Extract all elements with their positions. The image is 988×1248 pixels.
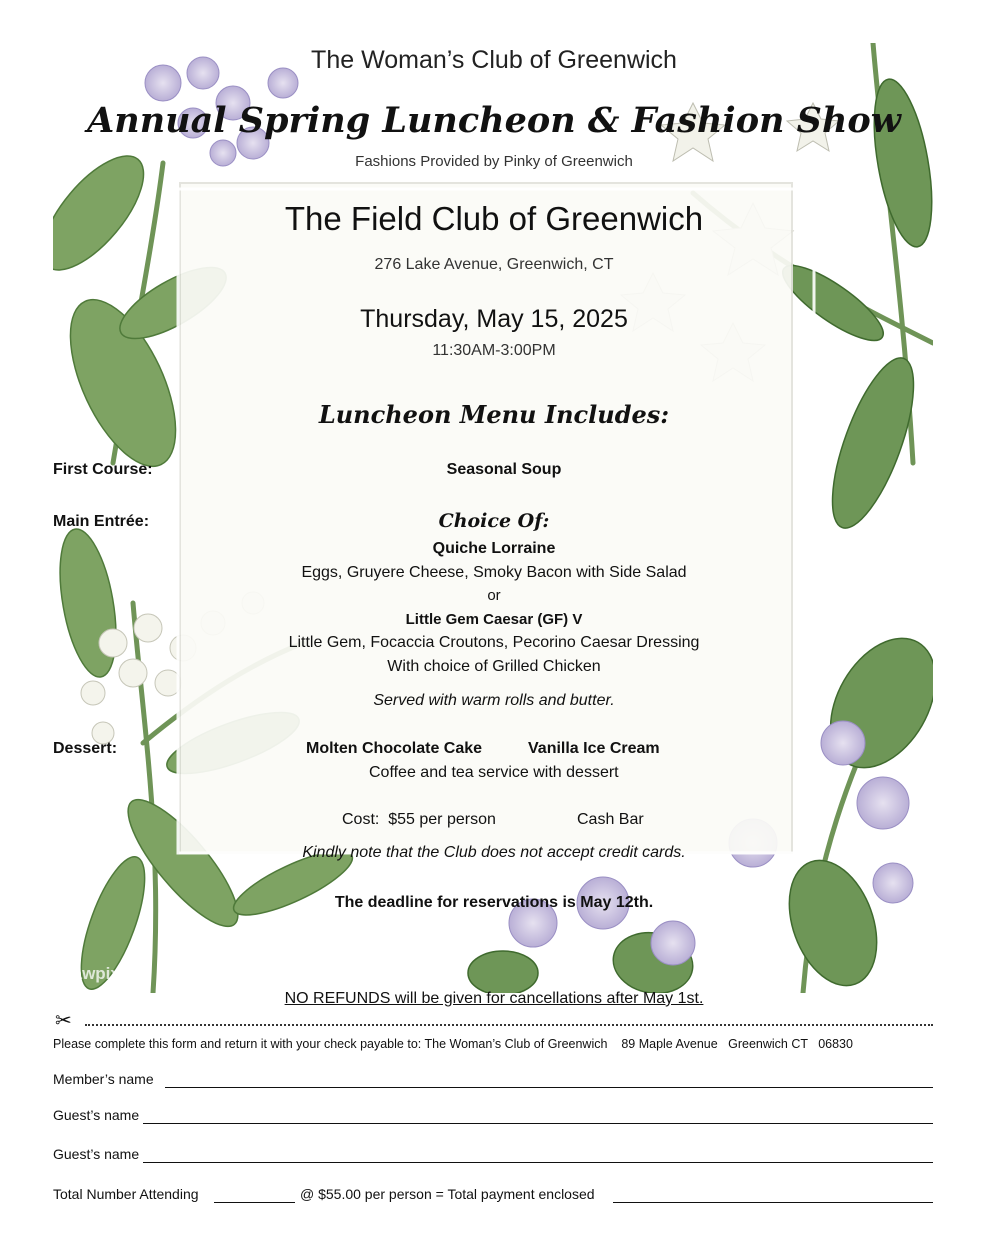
guest1-name-label: Guest’s name (53, 1107, 140, 1123)
venue-address: 276 Lake Avenue, Greenwich, CT (374, 256, 614, 273)
dessert-item-1: Molten Chocolate Cake (306, 740, 483, 757)
guest2-name-label: Guest’s name (53, 1146, 140, 1162)
reservation-deadline: The deadline for reservations is May 12th. (334, 894, 654, 911)
total-attending-label: Total Number Attending (53, 1186, 199, 1202)
club-name: The Woman’s Club of Greenwich (311, 46, 677, 74)
main-entree-label: Main Entrée: (53, 513, 150, 530)
guest1-name-field[interactable] (53, 1107, 933, 1127)
option1-name: Quiche Lorraine (432, 540, 556, 557)
first-course-item: Seasonal Soup (446, 461, 562, 478)
member-name-label: Member’s name (53, 1071, 154, 1087)
cut-line (53, 1010, 933, 1030)
event-date: Thursday, May 15, 2025 (360, 305, 628, 333)
or-separator: or (487, 587, 501, 604)
venue-name: The Field Club of Greenwich (284, 200, 704, 237)
credit-card-note: Kindly note that the Club does not accept credit cards. (302, 844, 686, 861)
option2-extra: With choice of Grilled Chicken (387, 658, 601, 675)
option2-name: Little Gem Caesar (GF) V (405, 611, 583, 628)
fashions-credit: Fashions Provided by Pinky of Greenwich (355, 153, 633, 170)
cash-bar: Cash Bar (577, 811, 644, 828)
form-instructions: Please complete this form and return it with your check payable to: The Woman’s Club of Greenwich 89 Maple Avenue Greenwich CT 06830 (53, 1037, 853, 1051)
watermark: rawpixel (66, 964, 135, 983)
cost: Cost: $55 per person (342, 811, 496, 828)
choice-heading: Choice Of: (438, 510, 550, 532)
option1-description: Eggs, Gruyere Cheese, Smoky Bacon with Side Salad (301, 564, 687, 581)
total-attending-field[interactable] (53, 1186, 933, 1206)
dessert-item-2: Vanilla Ice Cream (528, 740, 660, 757)
member-name-field[interactable] (53, 1071, 933, 1091)
guest2-name-field[interactable] (53, 1146, 933, 1166)
event-time: 11:30AM-3:00PM (432, 342, 556, 359)
served-with-note: Served with warm rolls and butter. (373, 692, 615, 709)
menu-heading: Luncheon Menu Includes: (318, 400, 670, 429)
refund-policy: NO REFUNDS will be given for cancellations after May 1st. (284, 990, 704, 1007)
per-person-text: @ $55.00 per person = Total payment enclosed (300, 1186, 595, 1202)
scissors-icon: ✂ (55, 1010, 72, 1032)
dessert-label: Dessert: (53, 740, 118, 757)
first-course-label: First Course: (53, 461, 153, 478)
coffee-service: Coffee and tea service with dessert (369, 764, 619, 781)
event-title: Annual Spring Luncheon & Fashion Show (87, 100, 901, 141)
option2-description: Little Gem, Focaccia Croutons, Pecorino Caesar Dressing (288, 634, 700, 651)
